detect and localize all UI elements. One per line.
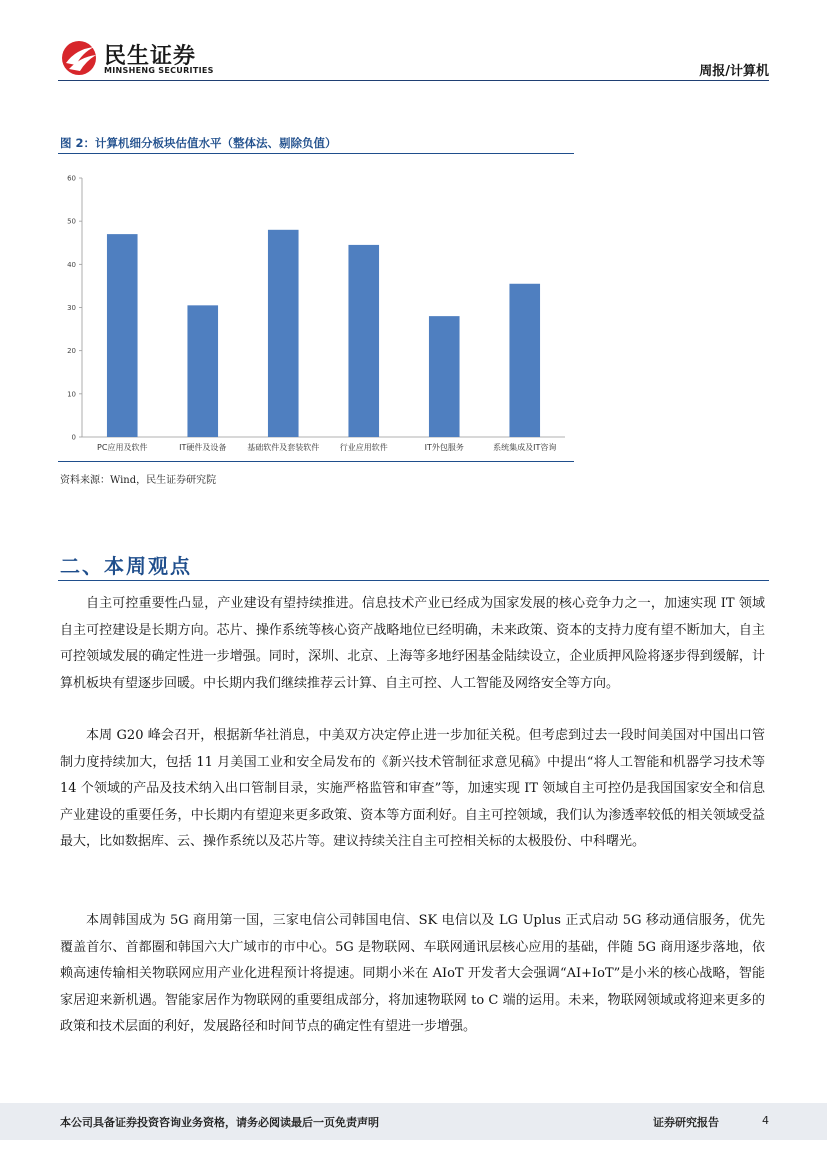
- figure-bottom-rule: [58, 461, 574, 462]
- page-number: 4: [762, 1114, 769, 1127]
- bar: [509, 284, 540, 437]
- bar: [268, 230, 299, 437]
- y-tick-label: 10: [67, 390, 76, 399]
- y-tick-label: 40: [67, 260, 76, 269]
- category-label: IT外包服务: [424, 443, 464, 452]
- category-label: 行业应用软件: [339, 443, 388, 452]
- minsheng-logo-icon: [60, 39, 100, 77]
- figure-top-rule: [58, 153, 574, 154]
- company-logo[interactable]: [60, 39, 214, 79]
- figure-title: 图 2：计算机细分板块估值水平（整体法、剔除负值）: [60, 136, 337, 150]
- logo-english-name: MINSHENG SECURITIES: [104, 66, 214, 75]
- category-label: 系统集成及IT咨询: [493, 443, 557, 452]
- y-tick-label: 50: [67, 217, 76, 226]
- chart-category-labels: [97, 442, 556, 452]
- valuation-bar-chart: [60, 160, 574, 460]
- category-label: 基础软件及套装软件: [247, 443, 320, 452]
- document-type: 周报/计算机: [699, 64, 769, 79]
- section-divider: [58, 580, 769, 581]
- chart-axis: [67, 175, 565, 442]
- footer-disclaimer: 本公司具备证券投资咨询业务资格，请务必阅读最后一页免责声明: [60, 1116, 379, 1129]
- category-label: IT硬件及设备: [179, 443, 227, 452]
- page-footer: [0, 1103, 827, 1140]
- y-tick-label: 30: [67, 304, 76, 312]
- bar: [348, 245, 379, 437]
- bar: [107, 234, 138, 437]
- category-label: PC应用及软件: [97, 443, 148, 452]
- y-tick-label: 60: [67, 174, 76, 183]
- y-tick-label: 20: [67, 347, 76, 356]
- page-header: [0, 0, 827, 84]
- paragraph-1: 自主可控重要性凸显，产业建设有望持续推进。信息技术产业已经成为国家发展的核心竞争力之一，加速实现 IT 领域自主可控建设是长期方向。芯片、操作系统等核心资产战略地位已经明确，未来政策、资本的支持力度有望不断加大，自主可控领域发展的确定性进一步增强。同时，深圳、北京、上海等多地纾困基金陆续设立，企业质押风险将逐步得到缓解，计算机板块有望逐步回暖。中长期内我们继续推荐云计算、自主可控、人工智能及网络安全等方向。: [60, 596, 765, 691]
- section-title: 二、本周观点: [60, 554, 192, 578]
- figure-source: 资料来源：Wind，民生证券研究院: [60, 475, 217, 486]
- y-tick-label: 0: [71, 433, 76, 442]
- header-divider: [58, 80, 769, 81]
- paragraph-3: 本周韩国成为 5G 商用第一国，三家电信公司韩国电信、SK 电信以及 LG Uplus 正式启动 5G 移动通信服务，优先覆盖首尔、首都圈和韩国六大广域市的市中心。5G 是物联网、车联网通讯层核心应用的基础，伴随 5G 商用逐步落地，依赖高速传输相关物联网应用产业化进程预计将提速。同期小米在 AIoT 开发者大会强调“AI+IoT”是小米的核心战略，智能家居迎来新机遇。智能家居作为物联网的重要组成部分，将加速物联网 to C 端的运用。未来，物联网领域或将迎来更多的政策和技术层面的利好，发展路径和时间节点的确定性有望进一步增强。: [60, 913, 765, 1034]
- bar: [187, 305, 218, 437]
- paragraph-2: 本周 G20 峰会召开，根据新华社消息，中美双方决定停止进一步加征关税。但考虑到过去一段时间美国对中国出口管制力度持续加大，包括 11 月美国工业和安全局发布的《新兴技术管制征求意见稿》中提出“将人工智能和机器学习技术等 14 个领域的产品及技术纳入出口管制目录，实施严格监管和审查”等，加速实现 IT 领域自主可控仍是我国国家安全和信息产业建设的重要任务，中长期内有望迎来更多政策、资本等方面利好。自主可控领域，我们认为渗透率较低的相关领域受益最大，比如数据库、云、操作系统以及芯片等。建议持续关注自主可控相关标的太极股份、中科曙光。: [60, 728, 765, 849]
- bar: [429, 316, 460, 437]
- footer-report-type: 证券研究报告: [653, 1116, 719, 1129]
- chart-bars: [107, 230, 540, 437]
- logo-chinese-name: 民生证券: [104, 44, 197, 69]
